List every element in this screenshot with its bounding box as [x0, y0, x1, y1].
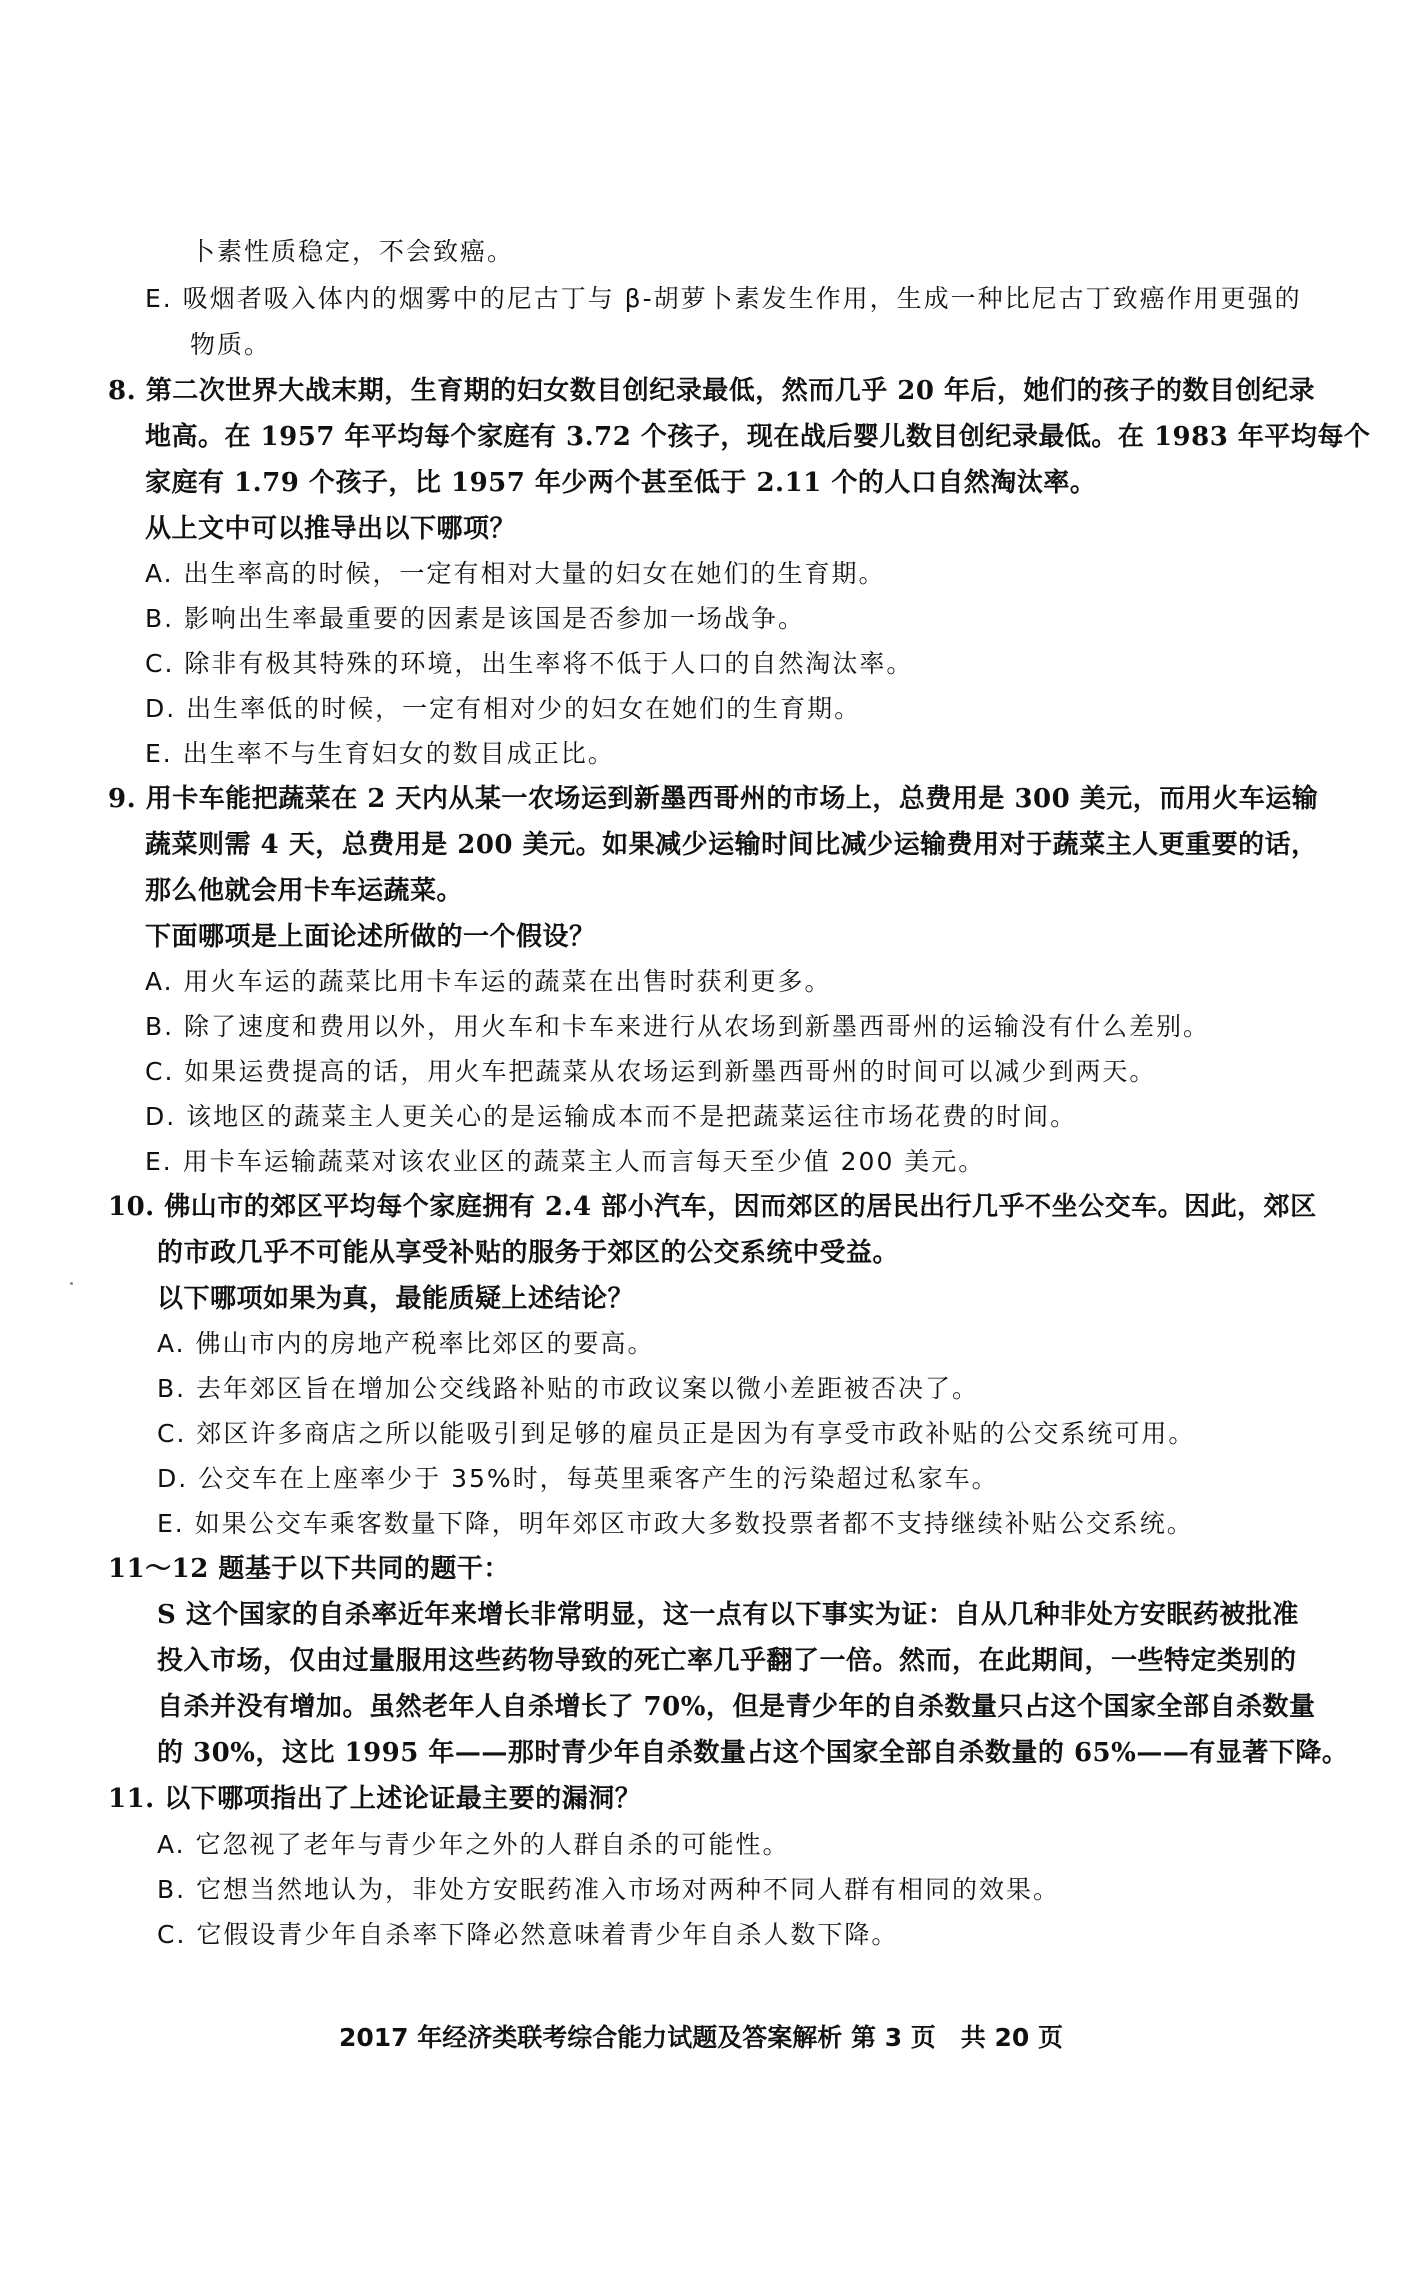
option-line: A. 它忽视了老年与青少年之外的人群自杀的可能性。: [157, 1830, 790, 1859]
question-line: 从上文中可以推导出以下哪项？: [145, 514, 517, 544]
option-line: A. 出生率高的时候，一定有相对大量的妇女在她们的生育期。: [145, 559, 886, 588]
option-line: A. 用火车运的蔬菜比用卡车运的蔬菜在出售时获利更多。: [145, 967, 832, 996]
question-line: 9. 用卡车能把蔬菜在 2 天内从某一农场运到新墨西哥州的市场上，总费用是 300 美元，而用火车运输: [108, 784, 1319, 814]
page-footer: 2017 年经济类联考综合能力试题及答案解析 第 3 页 共 20 页: [339, 2023, 1063, 2052]
question-line: 的 30%，这比 1995 年——那时青少年自杀数量占这个国家全部自杀数量的 65%——有显著下降。: [157, 1738, 1349, 1768]
question-line: 以下哪项如果为真，最能质疑上述结论？: [157, 1284, 635, 1314]
question-line: 10. 佛山市的郊区平均每个家庭拥有 2.4 部小汽车，因而郊区的居民出行几乎不坐公交车。因此，郊区: [108, 1192, 1317, 1222]
option-line: 物质。: [190, 330, 272, 359]
question-line: S 这个国家的自杀率近年来增长非常明显，这一点有以下事实为证：自从几种非处方安眠药被批准: [157, 1600, 1299, 1630]
option-line: C. 如果运费提高的话，用火车把蔬菜从农场运到新墨西哥州的时间可以减少到两天。: [145, 1057, 1157, 1086]
option-line: C. 郊区许多商店之所以能吸引到足够的雇员正是因为有享受市政补贴的公交系统可用。: [157, 1419, 1196, 1448]
option-line: E. 如果公交车乘客数量下降，明年郊区市政大多数投票者都不支持继续补贴公交系统。: [157, 1509, 1194, 1538]
scan-speck: [70, 1282, 73, 1285]
option-line: D. 该地区的蔬菜主人更关心的是运输成本而不是把蔬菜运往市场花费的时间。: [145, 1102, 1078, 1131]
option-line: B. 去年郊区旨在增加公交线路补贴的市政议案以微小差距被否决了。: [157, 1374, 980, 1403]
question-line: 的市政几乎不可能从享受补贴的服务于郊区的公交系统中受益。: [157, 1238, 900, 1268]
question-line: 自杀并没有增加。虽然老年人自杀增长了 70%，但是青少年的自杀数量只占这个国家全部自杀数量: [157, 1692, 1316, 1722]
option-line: C. 除非有极其特殊的环境，出生率将不低于人口的自然淘汰率。: [145, 649, 914, 678]
question-line: 下面哪项是上面论述所做的一个假设？: [145, 922, 596, 952]
question-line: 11～12 题基于以下共同的题干：: [108, 1554, 510, 1584]
option-line: A. 佛山市内的房地产税率比郊区的要高。: [157, 1329, 655, 1358]
option-line: B. 影响出生率最重要的因素是该国是否参加一场战争。: [145, 604, 806, 633]
option-line: D. 出生率低的时候，一定有相对少的妇女在她们的生育期。: [145, 694, 862, 723]
question-line: 那么他就会用卡车运蔬菜。: [145, 876, 464, 906]
option-line: B. 除了速度和费用以外，用火车和卡车来进行从农场到新墨西哥州的运输没有什么差别。: [145, 1012, 1211, 1041]
option-line: E. 吸烟者吸入体内的烟雾中的尼古丁与 β-胡萝卜素发生作用，生成一种比尼古丁致癌作用更强的: [145, 284, 1302, 313]
question-line: 投入市场，仅由过量服用这些药物导致的死亡率几乎翻了一倍。然而，在此期间，一些特定类别的: [157, 1646, 1297, 1676]
option-line: D. 公交车在上座率少于 35%时，每英里乘客产生的污染超过私家车。: [157, 1464, 999, 1493]
option-line: E. 用卡车运输蔬菜对该农业区的蔬菜主人而言每天至少值 200 美元。: [145, 1147, 986, 1176]
option-line: E. 出生率不与生育妇女的数目成正比。: [145, 739, 615, 768]
question-line: 蔬菜则需 4 天，总费用是 200 美元。如果减少运输时间比减少运输费用对于蔬菜主人更重要的话，: [145, 830, 1318, 860]
option-line: C. 它假设青少年自杀率下降必然意味着青少年自杀人数下降。: [157, 1920, 899, 1949]
question-line: 8. 第二次世界大战末期，生育期的妇女数目创纪录最低，然而几乎 20 年后，她们的孩子的数目创纪录: [108, 376, 1315, 406]
question-line: 地高。在 1957 年平均每个家庭有 3.72 个孩子，现在战后婴儿数目创纪录最低。在 1983 年平均每个: [145, 422, 1371, 452]
option-line: B. 它想当然地认为，非处方安眠药准入市场对两种不同人群有相同的效果。: [157, 1875, 1061, 1904]
question-line: 家庭有 1.79 个孩子，比 1957 年少两个甚至低于 2.11 个的人口自然淘汰率。: [145, 468, 1097, 498]
option-line: 卜素性质稳定，不会致癌。: [190, 237, 515, 266]
question-line: 11. 以下哪项指出了上述论证最主要的漏洞？: [108, 1784, 642, 1814]
